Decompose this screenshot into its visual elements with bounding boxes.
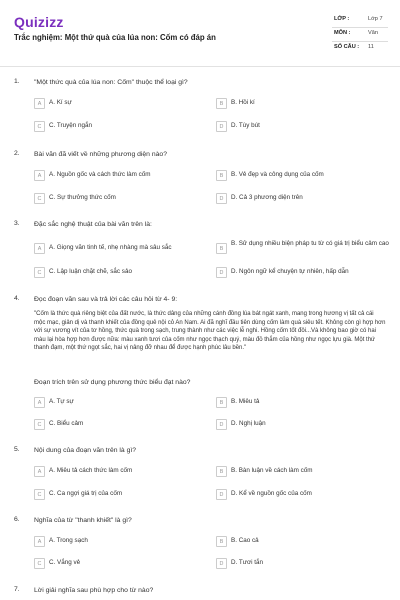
option-letter-box: A	[34, 98, 45, 109]
option-label: A. Miêu tả cách thức làm cốm	[49, 467, 133, 474]
option-letter-box: B	[216, 98, 227, 109]
option-label: B. Cao cả	[231, 537, 259, 544]
option-label: C. Sự thưởng thức cốm	[49, 194, 116, 201]
option-letter-box: B	[216, 243, 227, 254]
question-number: 3.	[14, 220, 20, 227]
option-label: B. Hồi kí	[231, 99, 255, 106]
option-letter-box: B	[216, 170, 227, 181]
meta-subject	[332, 28, 388, 42]
question-subtext: Đoạn trích trên sử dụng phương thức biểu đạt nào?	[34, 379, 191, 386]
question-number: 4.	[14, 295, 20, 302]
question-text: Đọc đoạn văn sau và trả lời các câu hỏi từ 4- 9:	[34, 296, 178, 303]
question-number: 6.	[14, 516, 20, 523]
option-letter-box: A	[34, 466, 45, 477]
option-letter-box: B	[216, 466, 227, 477]
option-letter-box: C	[34, 419, 45, 430]
option-b[interactable]	[216, 535, 388, 548]
option-c[interactable]	[34, 266, 204, 279]
question-text: Lời giải nghĩa sau phù hợp cho từ nào?	[34, 587, 154, 594]
option-b[interactable]	[216, 97, 388, 110]
option-label: D. Nghị luận	[231, 420, 266, 427]
question-text: Nghĩa của từ "thanh khiết" là gì?	[34, 517, 132, 524]
option-d[interactable]	[216, 192, 388, 205]
option-label: C. Vắng vẻ	[49, 559, 81, 566]
option-c[interactable]	[34, 418, 204, 431]
option-letter-box: C	[34, 121, 45, 132]
option-label: B. Vẻ đẹp và công dụng của cốm	[231, 171, 324, 178]
option-letter-box: C	[34, 193, 45, 204]
meta-question-count	[332, 42, 388, 56]
option-a[interactable]	[34, 169, 204, 182]
question-number: 5.	[14, 446, 20, 453]
page-title: Trắc nghiệm: Một thứ quà của lúa non: Cốm có đáp án	[14, 33, 216, 42]
option-label: A. Kí sự	[49, 99, 72, 106]
option-c[interactable]	[34, 488, 204, 501]
option-letter-box: D	[216, 267, 227, 278]
question-number: 2.	[14, 150, 20, 157]
option-letter-box: C	[34, 558, 45, 569]
header-divider	[0, 66, 400, 67]
option-label: D. Kể về nguồn gốc của cốm	[231, 490, 312, 497]
option-letter-box: B	[216, 397, 227, 408]
worksheet-header	[0, 0, 400, 66]
option-a[interactable]	[34, 97, 204, 110]
option-letter-box: D	[216, 558, 227, 569]
option-letter-box: D	[216, 489, 227, 500]
option-letter-box: D	[216, 121, 227, 132]
option-label: D. Cả 3 phương diện trên	[231, 194, 303, 201]
option-label: C. Truyện ngắn	[49, 122, 93, 129]
option-c[interactable]	[34, 192, 204, 205]
quizizz-logo: Quizizz	[14, 14, 64, 30]
option-d[interactable]	[216, 488, 388, 501]
option-letter-box: B	[216, 536, 227, 547]
meta-value: 11	[368, 44, 374, 50]
option-letter-box: D	[216, 193, 227, 204]
option-label: C. Biểu cảm	[49, 420, 84, 427]
option-b[interactable]	[216, 242, 388, 255]
option-letter-box: A	[34, 397, 45, 408]
question-number: 1.	[14, 78, 20, 85]
option-b[interactable]	[216, 396, 388, 409]
option-label: A. Tự sự	[49, 398, 74, 405]
option-label: A. Giọng văn tinh tế, nhẹ nhàng mà sâu sắc	[49, 244, 172, 251]
option-letter-box: A	[34, 536, 45, 547]
option-label: A. Nguồn gốc và cách thức làm cốm	[49, 171, 151, 178]
question-number: 7.	[14, 586, 20, 593]
question-text: Bài văn đã viết về những phương diện nào?	[34, 151, 167, 158]
option-label: B. Miêu tả	[231, 398, 260, 405]
option-label: D. Tùy bút	[231, 122, 260, 129]
option-label: C. Ca ngợi giá trị của cốm	[49, 490, 123, 497]
meta-key: MÔN :	[334, 30, 351, 36]
option-label: D. Ngôn ngữ kể chuyện tự nhiên, hấp dẫn	[231, 268, 349, 275]
option-label: A. Trong sạch	[49, 537, 88, 544]
option-c[interactable]	[34, 120, 204, 133]
meta-value: Lớp 7	[368, 16, 383, 22]
question-text: Đặc sắc nghệ thuật của bài văn trên là:	[34, 221, 152, 228]
option-b[interactable]	[216, 169, 388, 182]
option-c[interactable]	[34, 557, 204, 570]
option-d[interactable]	[216, 120, 388, 133]
option-letter-box: C	[34, 267, 45, 278]
meta-key: LỚP :	[334, 16, 350, 22]
meta-value: Văn	[368, 30, 378, 36]
option-d[interactable]	[216, 266, 388, 279]
option-label: C. Lập luận chặt chẽ, sắc sảo	[49, 268, 132, 275]
option-d[interactable]	[216, 418, 388, 431]
option-label: B. Bàn luận về cách làm cốm	[231, 467, 313, 474]
option-a[interactable]	[34, 465, 204, 478]
option-letter-box: A	[34, 170, 45, 181]
option-letter-box: D	[216, 419, 227, 430]
option-a[interactable]	[34, 242, 204, 255]
option-a[interactable]	[34, 396, 204, 409]
question-text: Nội dung của đoạn văn trên là gì?	[34, 447, 137, 454]
meta-panel	[332, 14, 388, 56]
option-b[interactable]	[216, 465, 388, 478]
reading-passage: "Cốm là thức quà riêng biệt của đất nước, là thức dâng của những cánh đồng lúa bát ngát xanh, mang trong hương vị tất cả cái mộc mạc, giản dị và thanh khiết của đồng quê nội cỏ An Nam. Ai đã nghĩ đầu tiên dùng cốm làm quà siêu tết. Không còn gì hợp hơn với sự vương vít của tơ hồng, thức quà trong sạch, trung thành như các việc lễ nghi. Hồng cốm tốt đôi...Và không bao giờ có hai màu lại hòa hợp hơn được nữa: màu xanh tươi của cốm như ngọc thạch quý, màu đỏ thắm của hồng như ngọc lựu già. Một thứ thanh đạm, một thứ ngọt sắc, hai vị nâng đỡ nhau để được hạnh phúc lâu bền."	[34, 311, 386, 352]
option-d[interactable]	[216, 557, 388, 570]
option-a[interactable]	[34, 535, 204, 548]
meta-key: SỐ CÂU :	[334, 44, 360, 50]
option-letter-box: A	[34, 243, 45, 254]
option-label: B. Sử dụng nhiều biện pháp tu từ có giá trị biểu cảm cao	[231, 240, 389, 247]
question-text: "Một thức quà của lúa non: Cốm" thuộc thể loại gì?	[34, 79, 188, 86]
meta-grade	[332, 14, 388, 28]
option-label: D. Tươi tắn	[231, 559, 264, 566]
option-letter-box: C	[34, 489, 45, 500]
